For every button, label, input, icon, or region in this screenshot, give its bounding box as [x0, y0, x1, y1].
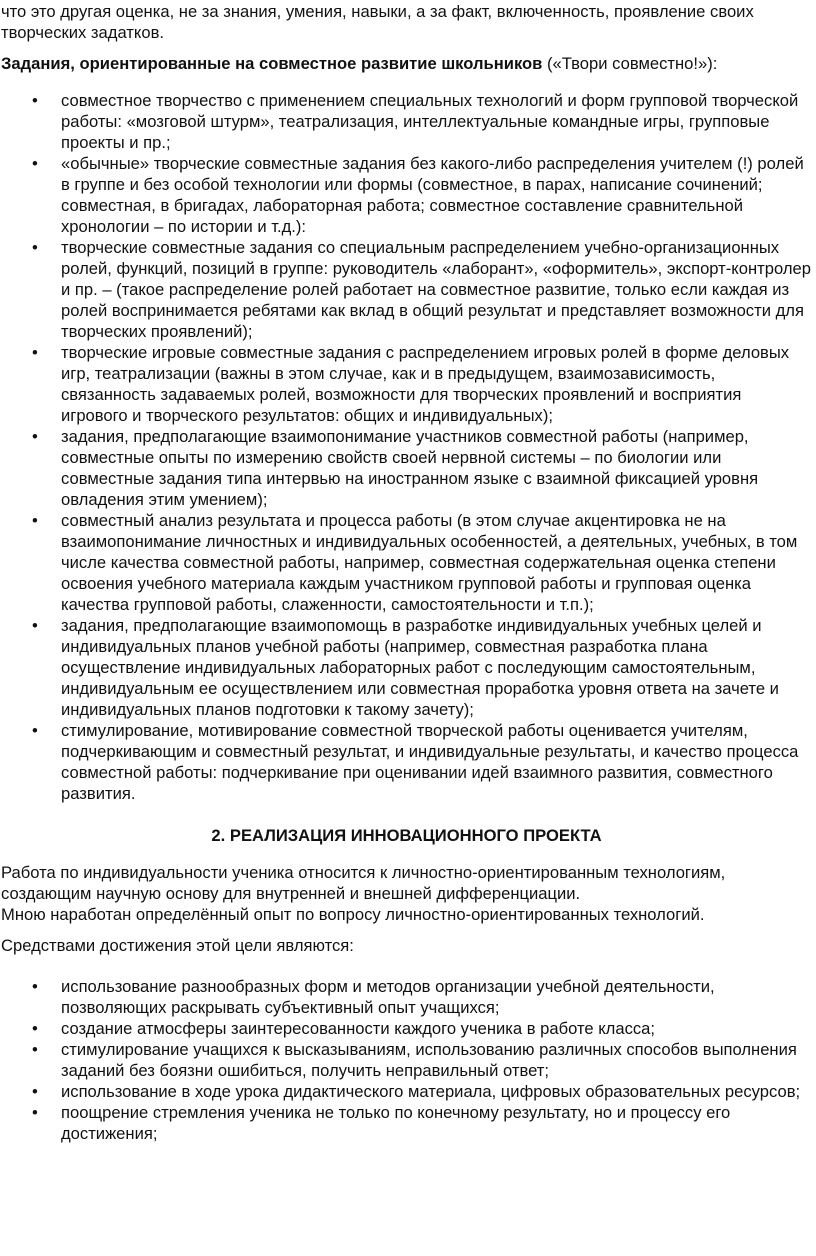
list-item: • совместный анализ результата и процесса работы (в этом случае акцентировка не на взаимопонимание личностных и индивидуальных особенностей, а деятельных, учебных, в том числе качества совместной работы, например, совместная содержательная оценка степени освоения учебного материала каждым участником групповой работы и групповая оценка качества групповой работы, слаженности, самостоятельности и т.п.); [1, 510, 812, 615]
tasks-list [1, 90, 812, 804]
tasks-heading [1, 53, 812, 74]
means-intro: Средствами достижения этой цели являются: [1, 936, 354, 955]
list-item: • задания, предполагающие взаимопонимание участников совместной работы (например, совместные опыты по измерению свойств своей нервной системы – по биологии или совместные задания типа интервью на иностранном языке с взаимной фиксацией уровня овладения этим умением); [1, 426, 812, 510]
list-item: • творческие совместные задания со специальным распределением учебно-организационных ролей, функций, позиций в группе: руководитель «лаборант», «оформитель», экспорт-контролер и пр. – (такое распределение ролей работает на совместное развитие, только если каждая из ролей воспринимается ребятами как вклад в общий результат и представляет возможности для творческих проявлений); [1, 237, 812, 342]
list-item: • стимулирование, мотивирование совместной творческой работы оценивается учителям, подчеркивающим и совместный результат, и индивидуальные результаты, и качество процесса совместной работы: подчеркивание при оценивании идей взаимного развития, совместного развития. [1, 720, 812, 804]
list-item: • использование в ходе урока дидактического материала, цифровых образовательных ресурсов; [1, 1081, 812, 1102]
tasks-heading-normal: («Твори совместно!»): [542, 54, 718, 73]
list-item: • «обычные» творческие совместные задания без какого-либо распределения учителем (!) ролей в группе и без особой технологии или формы (совместное, в парах, написание сочинений; совместная, в бригадах, лабораторная работа; совместное составление сравнительной хронологии – по истории и т.д.): [1, 153, 812, 237]
means-list [1, 976, 812, 1144]
paragraph-individuality: Работа по индивидуальности ученика относится к личностно-ориентированным технологиям, создающим научную основу для внутренней и внешней дифференциации. [1, 863, 726, 903]
list-item: • использование разнообразных форм и методов организации учебной деятельности, позволяющих раскрывать субъективный опыт учащихся; [1, 976, 812, 1018]
list-item: • стимулирование учащихся к высказываниям, использованию различных способов выполнения заданий без боязни ошибиться, получить неправильный ответ; [1, 1039, 812, 1081]
paragraph-experience: Мною наработан определённый опыт по вопросу личностно-ориентированных технологий. [1, 905, 705, 924]
list-item: • создание атмосферы заинтересованности каждого ученика в работе класса; [1, 1018, 812, 1039]
list-item: • поощрение стремления ученика не только по конечному результату, но и процессу его достижения; [1, 1102, 812, 1144]
list-item: • задания, предполагающие взаимопомощь в разработке индивидуальных учебных целей и индивидуальных планов учебной работы (например, совместная разработка плана осуществление индивидуальных лабораторных работ с последующим самостоятельным, индивидуальным ее осуществлением или совместная проработка уровня ответа на зачете и индивидуальных планов подготовки к такому зачету); [1, 615, 812, 720]
list-item: • творческие игровые совместные задания с распределением игровых ролей в форме деловых игр, театрализации (важны в этом случае, как и в предыдущем, взаимозависимость, связанность задаваемых ролей, возможности для творческих проявлений и восприятия игрового и творческого результатов: общих и индивидуальных); [1, 342, 812, 426]
section-title: 2. РЕАЛИЗАЦИЯ ИННОВАЦИОННОГО ПРОЕКТА [211, 826, 602, 845]
list-item: • совместное творчество с применением специальных технологий и форм групповой творческой работы: «мозговой штурм», театрализация, интеллектуальные командные игры, групповые проекты и пр.; [1, 90, 812, 153]
intro-paragraph: что это другая оценка, не за знания, умения, навыки, а за факт, включенность, проявление своих творческих задатков. [1, 2, 754, 42]
tasks-heading-bold: Задания, ориентированные на совместное развитие школьников [1, 54, 543, 73]
